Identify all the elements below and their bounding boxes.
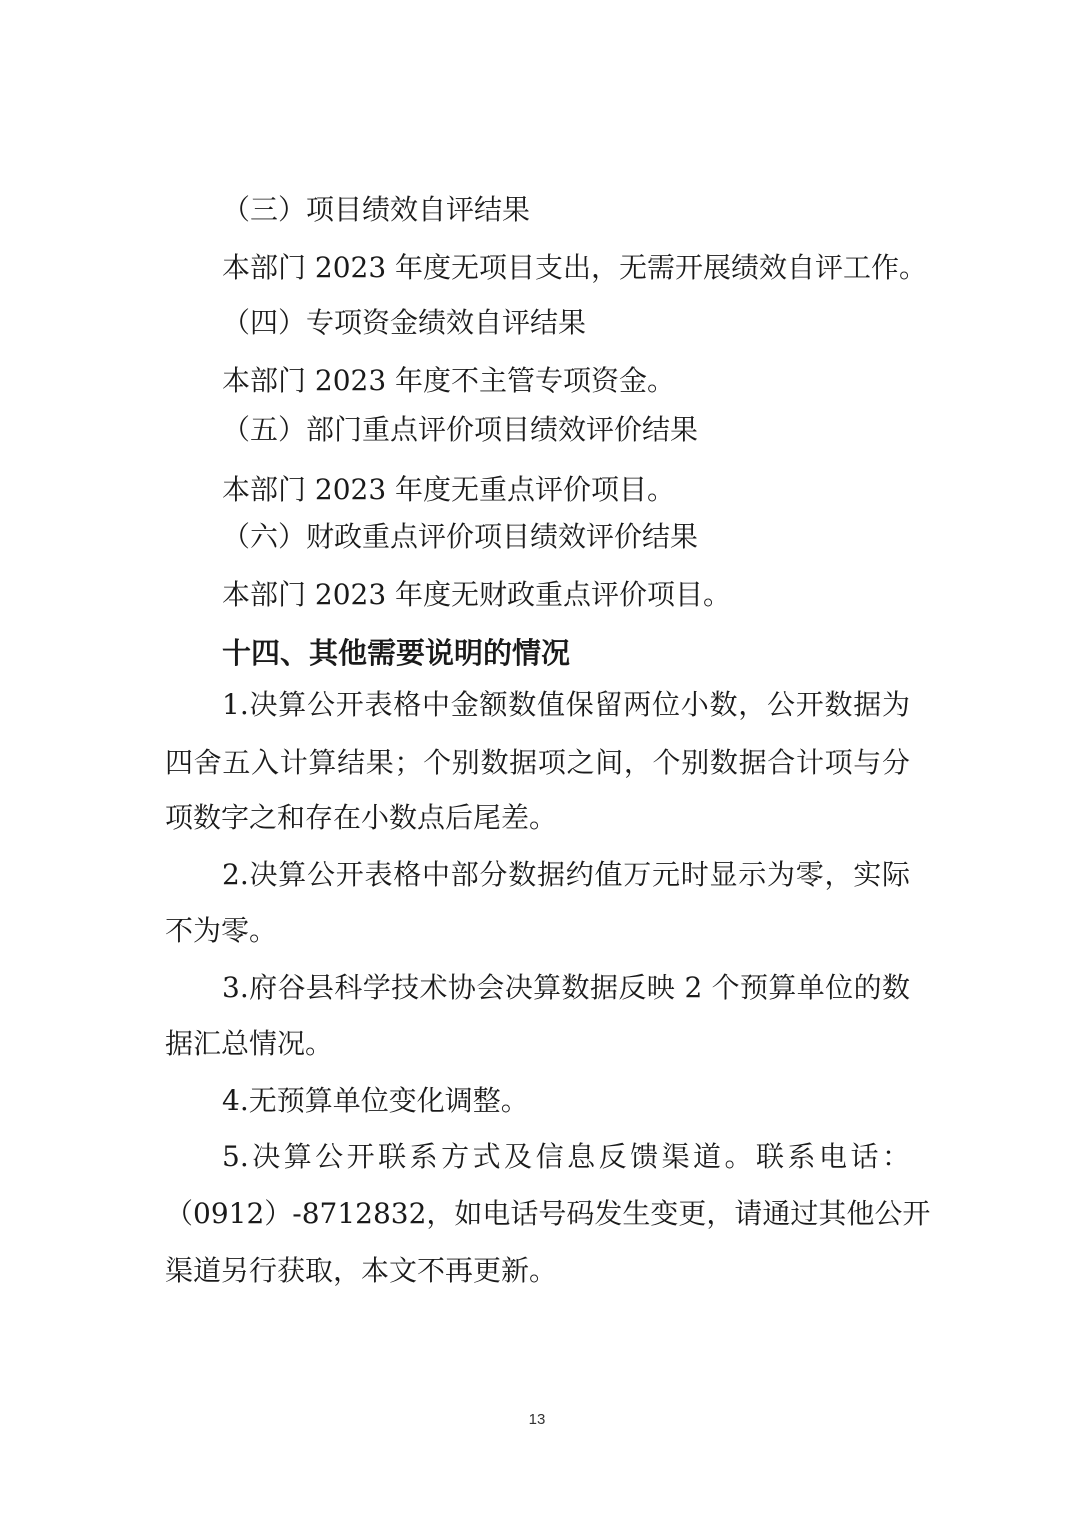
paragraph-1-line-2: 四舍五入计算结果；个别数据项之间，个别数据合计项与分 xyxy=(165,746,910,779)
subsection-heading-4: （四）专项资金绩效自评结果 xyxy=(222,306,587,339)
subsection-heading-6: （六）财政重点评价项目绩效评价结果 xyxy=(222,520,699,553)
paragraph-5-line-3: 渠道另行获取，本文不再更新。 xyxy=(165,1254,558,1287)
section-heading: 十四、其他需要说明的情况 xyxy=(222,636,571,670)
subsection-heading-5: （五）部门重点评价项目绩效评价结果 xyxy=(222,413,699,446)
paragraph-5-line-2: （0912）-8712832，如电话号码发生变更，请通过其他公开 xyxy=(165,1197,931,1230)
paragraph-1-line-3: 项数字之和存在小数点后尾差。 xyxy=(165,801,558,834)
paragraph-5-line-1: 5.决算公开联系方式及信息反馈渠道。联系电话： xyxy=(222,1140,910,1173)
paragraph-2-line-2: 不为零。 xyxy=(165,914,278,947)
subsection-text-5: 本部门 2023 年度无重点评价项目。 xyxy=(222,473,676,506)
subsection-text-3: 本部门 2023 年度无项目支出，无需开展绩效自评工作。 xyxy=(222,251,928,284)
subsection-text-6: 本部门 2023 年度无财政重点评价项目。 xyxy=(222,578,732,611)
subsection-heading-3: （三）项目绩效自评结果 xyxy=(222,193,531,226)
paragraph-2-line-1: 2.决算公开表格中部分数据约值万元时显示为零，实际 xyxy=(222,858,910,891)
page-number: 13 xyxy=(528,1411,546,1428)
paragraph-1-line-1: 1.决算公开表格中金额数值保留两位小数，公开数据为 xyxy=(222,688,910,721)
paragraph-3-line-1: 3.府谷县科学技术协会决算数据反映 2 个预算单位的数 xyxy=(222,971,910,1004)
paragraph-3-line-2: 据汇总情况。 xyxy=(165,1027,334,1060)
paragraph-4-line-1: 4.无预算单位变化调整。 xyxy=(222,1084,529,1117)
subsection-text-4: 本部门 2023 年度不主管专项资金。 xyxy=(222,364,676,397)
